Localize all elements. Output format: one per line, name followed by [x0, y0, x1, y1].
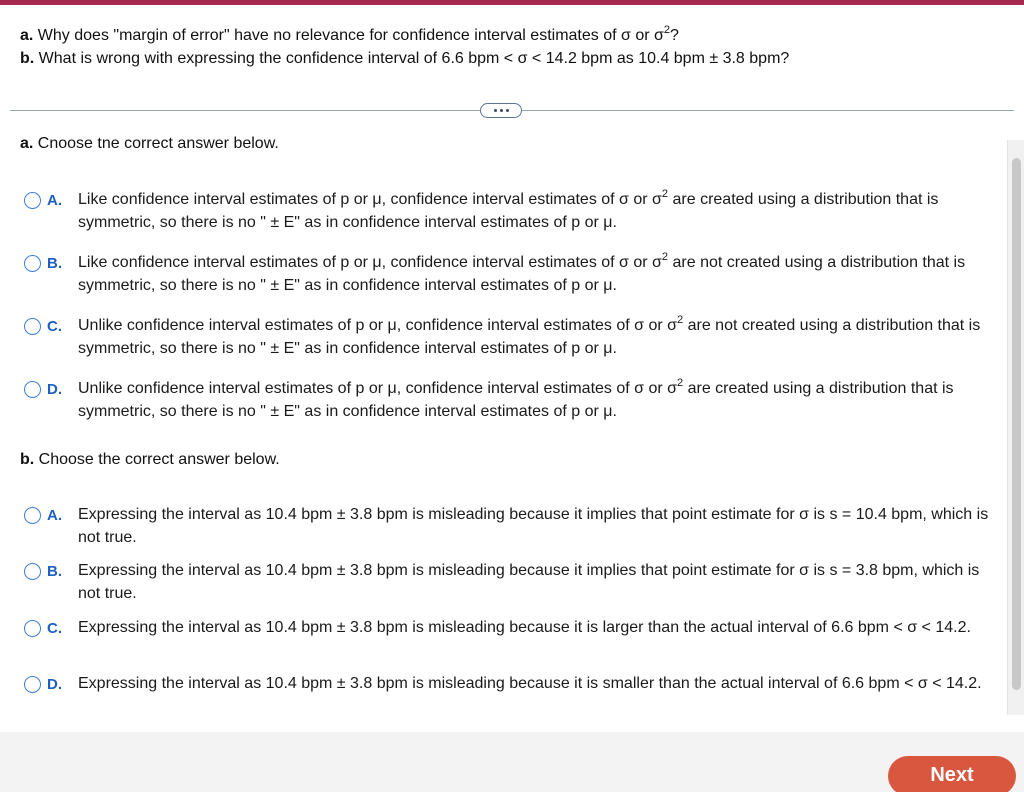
radio-button[interactable]: [24, 192, 41, 209]
radio-button[interactable]: [24, 620, 41, 637]
footer-bar: [0, 732, 1024, 792]
ellipsis-icon: [500, 109, 503, 112]
radio-button[interactable]: [24, 255, 41, 272]
radio-button[interactable]: [24, 676, 41, 693]
part-b-option-c[interactable]: C. Expressing the interval as 10.4 bpm ± 3.8 bpm is misleading because it is larger than the actual interval of 6.6 bpm < σ < 14.2.: [24, 620, 994, 639]
question-prompt: [20, 24, 1000, 70]
radio-button[interactable]: [24, 507, 41, 524]
ellipsis-icon: [494, 109, 497, 112]
vertical-scrollbar[interactable]: [1007, 140, 1024, 715]
more-options-button[interactable]: [480, 103, 522, 118]
option-text: Expressing the interval as 10.4 bpm ± 3.8 bpm is misleading because it implies that point estimate for σ is s = 3.8 bpm, which is not true.: [78, 562, 980, 602]
part-b-option-a[interactable]: A. Expressing the interval as 10.4 bpm ± 3.8 bpm is misleading because it implies that point estimate for σ is s = 10.4 bpm, which is not true.: [24, 507, 994, 549]
ellipsis-icon: [506, 109, 509, 112]
part-a-option-d[interactable]: D. Unlike confidence interval estimates of p or μ, confidence interval estimates of σ or $\sigma^2$ are created using a distribution that is symmetric, so there is no " ± E" as in confidence interval estimates of p or μ.: [24, 381, 994, 423]
radio-button[interactable]: [24, 563, 41, 580]
question-a: a. Why does "margin of error" have no relevance for confidence interval estimates of σ or $\sigma^2$?: [20, 23, 679, 44]
option-text: Like confidence interval estimates of p or μ, confidence interval estimates of σ or $\sigma^2$ are not created using a distribution that is symmetric, so there is no " ± E" as in confidence interval estimates of p or μ.: [78, 250, 966, 294]
part-b-option-d[interactable]: D. Expressing the interval as 10.4 bpm ± 3.8 bpm is misleading because it is smaller than the actual interval of 6.6 bpm < σ < 14.2.: [24, 676, 994, 695]
radio-button[interactable]: [24, 318, 41, 335]
part-b-instruction: b. Choose the correct answer below.: [20, 451, 280, 468]
option-text: Expressing the interval as 10.4 bpm ± 3.8 bpm is misleading because it is smaller than the actual interval of 6.6 bpm < σ < 14.2.: [78, 675, 982, 692]
next-button[interactable]: Next: [888, 756, 1016, 792]
option-text: Unlike confidence interval estimates of p or μ, confidence interval estimates of σ or $\sigma^2$ are created using a distribution that is symmetric, so there is no " ± E" as in confidence interval estimates of p or μ.: [78, 376, 954, 420]
option-text: Like confidence interval estimates of p or μ, confidence interval estimates of σ or $\sigma^2$ are created using a distribution that is symmetric, so there is no " ± E" as in confidence interval estimates of p or μ.: [78, 187, 939, 231]
part-b-option-b[interactable]: B. Expressing the interval as 10.4 bpm ± 3.8 bpm is misleading because it implies that point estimate for σ is s = 3.8 bpm, which is not true.: [24, 563, 994, 605]
option-text: Unlike confidence interval estimates of p or μ, confidence interval estimates of σ or $\sigma^2$ are not created using a distribution that is symmetric, so there is no " ± E" as in confidence interval estimates of p or μ.: [78, 313, 981, 357]
part-a-option-a[interactable]: A. Like confidence interval estimates of p or μ, confidence interval estimates of σ or $\sigma^2$ are created using a distribution that is symmetric, so there is no " ± E" as in confidence interval estimates of p or μ.: [24, 192, 994, 234]
top-accent-stripe: [0, 0, 1024, 5]
part-a-option-c[interactable]: C. Unlike confidence interval estimates of p or μ, confidence interval estimates of σ or $\sigma^2$ are not created using a distribution that is symmetric, so there is no " ± E" as in confidence interval estimates of p or μ.: [24, 318, 994, 360]
option-text: Expressing the interval as 10.4 bpm ± 3.8 bpm is misleading because it is larger than the actual interval of 6.6 bpm < σ < 14.2.: [78, 619, 971, 636]
question-b: b. What is wrong with expressing the confidence interval of 6.6 bpm < σ < 14.2 bpm as 10.4 bpm ± 3.8 bpm?: [20, 50, 790, 67]
part-a-instruction: a. Cnoose tne correct answer below.: [20, 135, 279, 152]
scrollbar-thumb[interactable]: [1012, 158, 1021, 690]
part-a-option-b[interactable]: B. Like confidence interval estimates of p or μ, confidence interval estimates of σ or $\sigma^2$ are not created using a distribution that is symmetric, so there is no " ± E" as in confidence interval estimates of p or μ.: [24, 255, 994, 297]
option-text: Expressing the interval as 10.4 bpm ± 3.8 bpm is misleading because it implies that point estimate for σ is s = 10.4 bpm, which is not true.: [78, 506, 989, 546]
radio-button[interactable]: [24, 381, 41, 398]
